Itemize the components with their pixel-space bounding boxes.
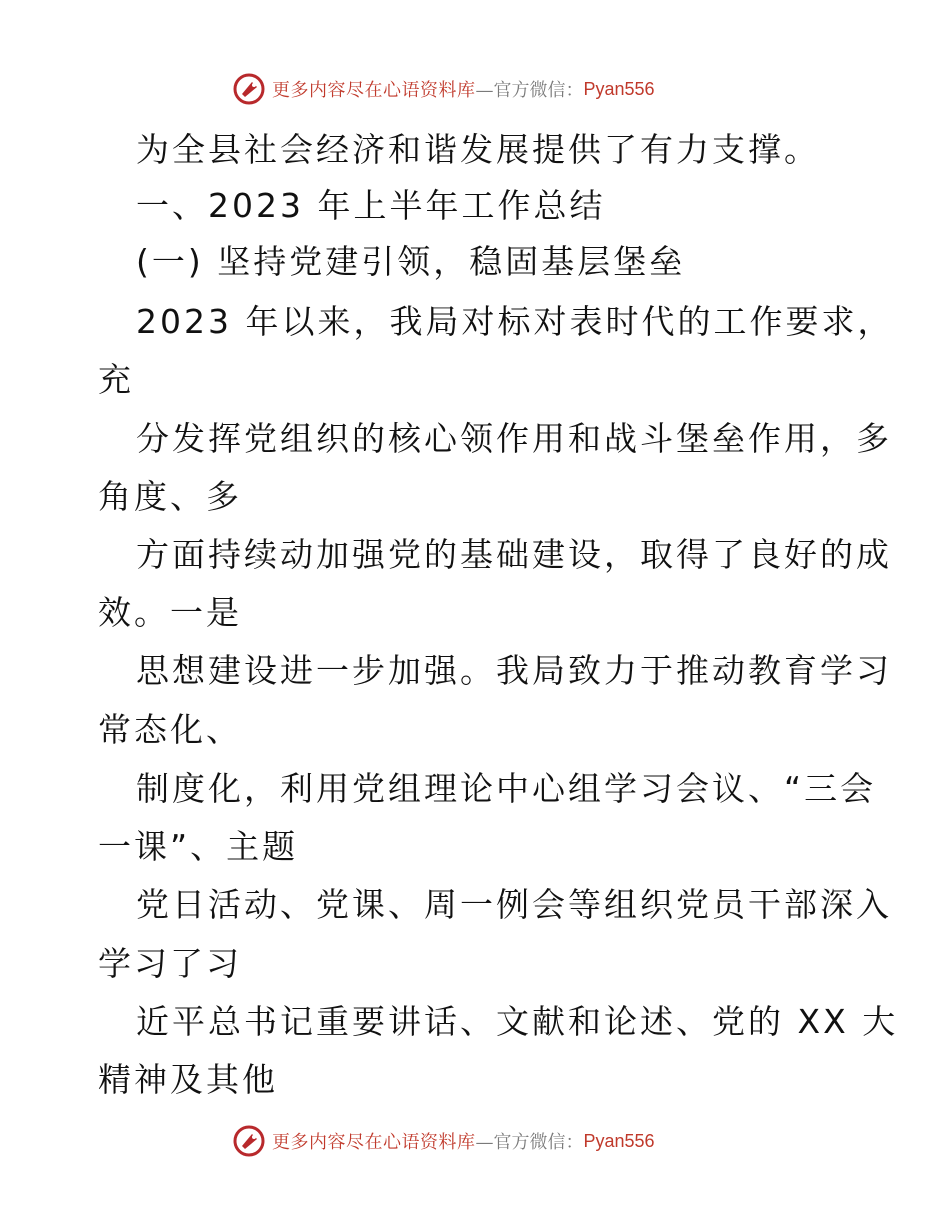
body-line: 近平总书记重要讲话、文献和论述、党的 XX 大 — [136, 1002, 899, 1041]
watermark-separator: —官方微信： — [475, 1132, 584, 1153]
watermark-wechat-id: Pyan556 — [583, 78, 655, 99]
body-line: 角度、多 — [98, 477, 242, 516]
subsection-heading: (一) 坚持党建引领，稳固基层堡垒 — [136, 242, 686, 281]
watermark-separator: —官方微信： — [475, 80, 584, 101]
watermark-footer — [232, 1124, 655, 1158]
body-line: 精神及其他 — [98, 1060, 278, 1099]
watermark-wechat-id: Pyan556 — [583, 1130, 655, 1151]
watermark-main-text: 更多内容尽在心语资料库 — [272, 1132, 476, 1153]
body-line: 方面持续动加强党的基础建设，取得了良好的成 — [136, 535, 892, 574]
body-line: 为全县社会经济和谐发展提供了有力支撑。 — [136, 130, 820, 169]
watermark-main-text: 更多内容尽在心语资料库 — [272, 80, 476, 101]
body-line: 制度化，利用党组理论中心组学习会议、“三会 — [136, 769, 877, 808]
body-line: 思想建设进一步加强。我局致力于推动教育学习 — [136, 651, 892, 690]
watermark-header — [232, 72, 655, 106]
body-line: 党日活动、党课、周一例会等组织党员干部深入 — [136, 885, 892, 924]
body-line: 2023 年以来，我局对标对表时代的工作要求， — [136, 302, 894, 341]
pen-nib-logo-icon — [232, 1124, 266, 1158]
body-line: 充 — [98, 360, 134, 399]
body-line: 一课”、主题 — [98, 827, 299, 866]
pen-nib-logo-icon — [232, 72, 266, 106]
body-line: 分发挥党组织的核心领作用和战斗堡垒作用，多 — [136, 419, 892, 458]
section-heading: 一、2023 年上半年工作总结 — [136, 186, 606, 225]
body-line: 常态化、 — [98, 710, 242, 749]
body-line: 学习了习 — [98, 944, 242, 983]
body-line: 效。一是 — [98, 593, 242, 632]
